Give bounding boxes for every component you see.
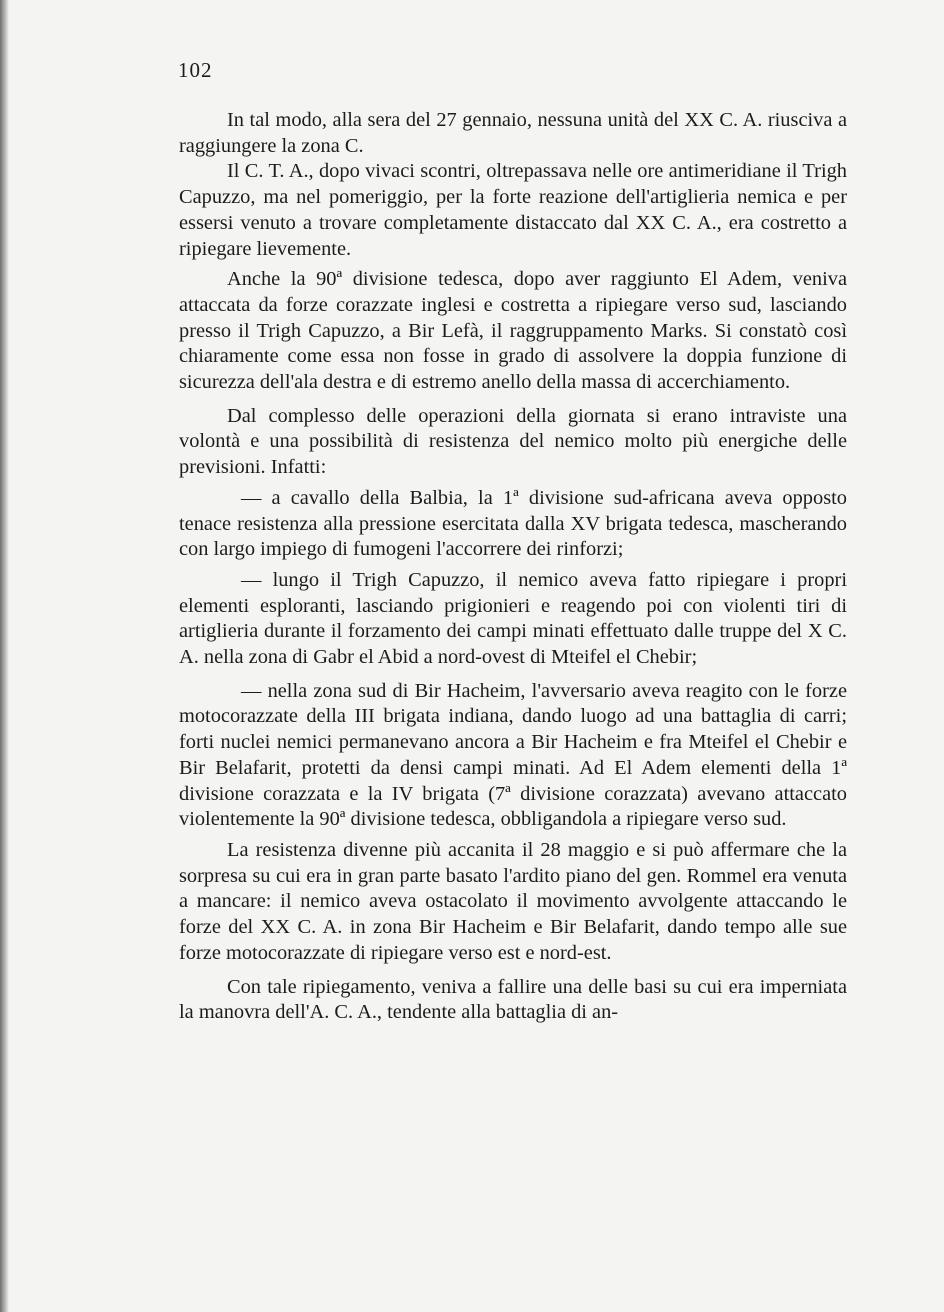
paragraph-9: Con tale ripiegamento, veniva a fallire una delle basi su cui era imperniata la manovra dell'A. C. A., tendente alla battaglia di an-	[179, 975, 847, 1024]
paragraph-8: La resistenza divenne più accanita il 28 maggio e si può affermare che la sorpresa su cui era in gran parte basato l'ardito piano del gen. Rommel era venuta a mancare: il nemico aveva ostacolato il movimento avvolgente attaccando le forze del XX C. A. in zona Bir Hacheim e Bir Belafarit, dando tempo alle sue forze motocorazzate di ripiegare verso est e nord-est.	[179, 838, 847, 964]
list-item-bir-hacheim: — nella zona sud di Bir Hacheim, l'avversario aveva reagito con le forze motocorazzate della III brigata indiana, dando luogo ad una battaglia di carri; forti nuclei nemici permanevano ancora a Bir Hacheim e fra Mteifel el Chebir e Bir Belafarit, protetti da densi campi minati. Ad El Adem elementi della 1ª divisione corazzata e la IV brigata (7ª divisione corazzata) avevano attaccato violentemente la 90ª divisione tedesca, obbligandola a ripiegare verso sud.	[179, 679, 847, 831]
paragraph-4: Dal complesso delle operazioni della giornata si erano intraviste una volontà e una possibilità di resistenza del nemico molto più energiche delle previsioni. Infatti:	[179, 404, 847, 479]
paragraph-2: Il C. T. A., dopo vivaci scontri, oltrepassava nelle ore antimeridiane il Trigh Capuzzo, ma nel pomeriggio, per la forte reazione dell'artiglieria nemica e per essersi venuto a trovare completamente distaccato dal XX C. A., era costretto a ripiegare lievemente.	[179, 160, 847, 260]
body-text	[179, 108, 847, 1026]
page-binding-shadow	[0, 0, 9, 1312]
paragraph-3: Anche la 90ª divisione tedesca, dopo aver raggiunto El Adem, veniva attaccata da forze corazzate inglesi e costretta a ripiegare verso sud, lasciando presso il Trigh Capuzzo, a Bir Lefà, il raggruppamento Marks. Si constatò così chiaramente come essa non fosse in grado di assolvere la doppia funzione di sicurezza dell'ala destra e di estremo anello della massa di accerchiamento.	[179, 268, 847, 394]
page-number: 102	[178, 58, 213, 82]
list-item-balbia: — a cavallo della Balbia, la 1ª divisione sud-africana aveva opposto tenace resistenza alla pressione esercitata dalla XV brigata tedesca, mascherando con largo impiego di fumogeni l'accorrere dei rinforzi;	[179, 486, 847, 561]
paragraph-1: In tal modo, alla sera del 27 gennaio, nessuna unità del XX C. A. riusciva a raggiungere la zona C.	[179, 109, 847, 157]
list-item-trigh-capuzzo: — lungo il Trigh Capuzzo, il nemico aveva fatto ripiegare i propri elementi esploranti, lasciando prigionieri e reagendo poi con violenti tiri di artiglieria durante il forzamento dei campi minati effettuato dalle truppe del X C. A. nella zona di Gabr el Abid a nord-ovest di Mteifel el Chebir;	[179, 568, 847, 669]
